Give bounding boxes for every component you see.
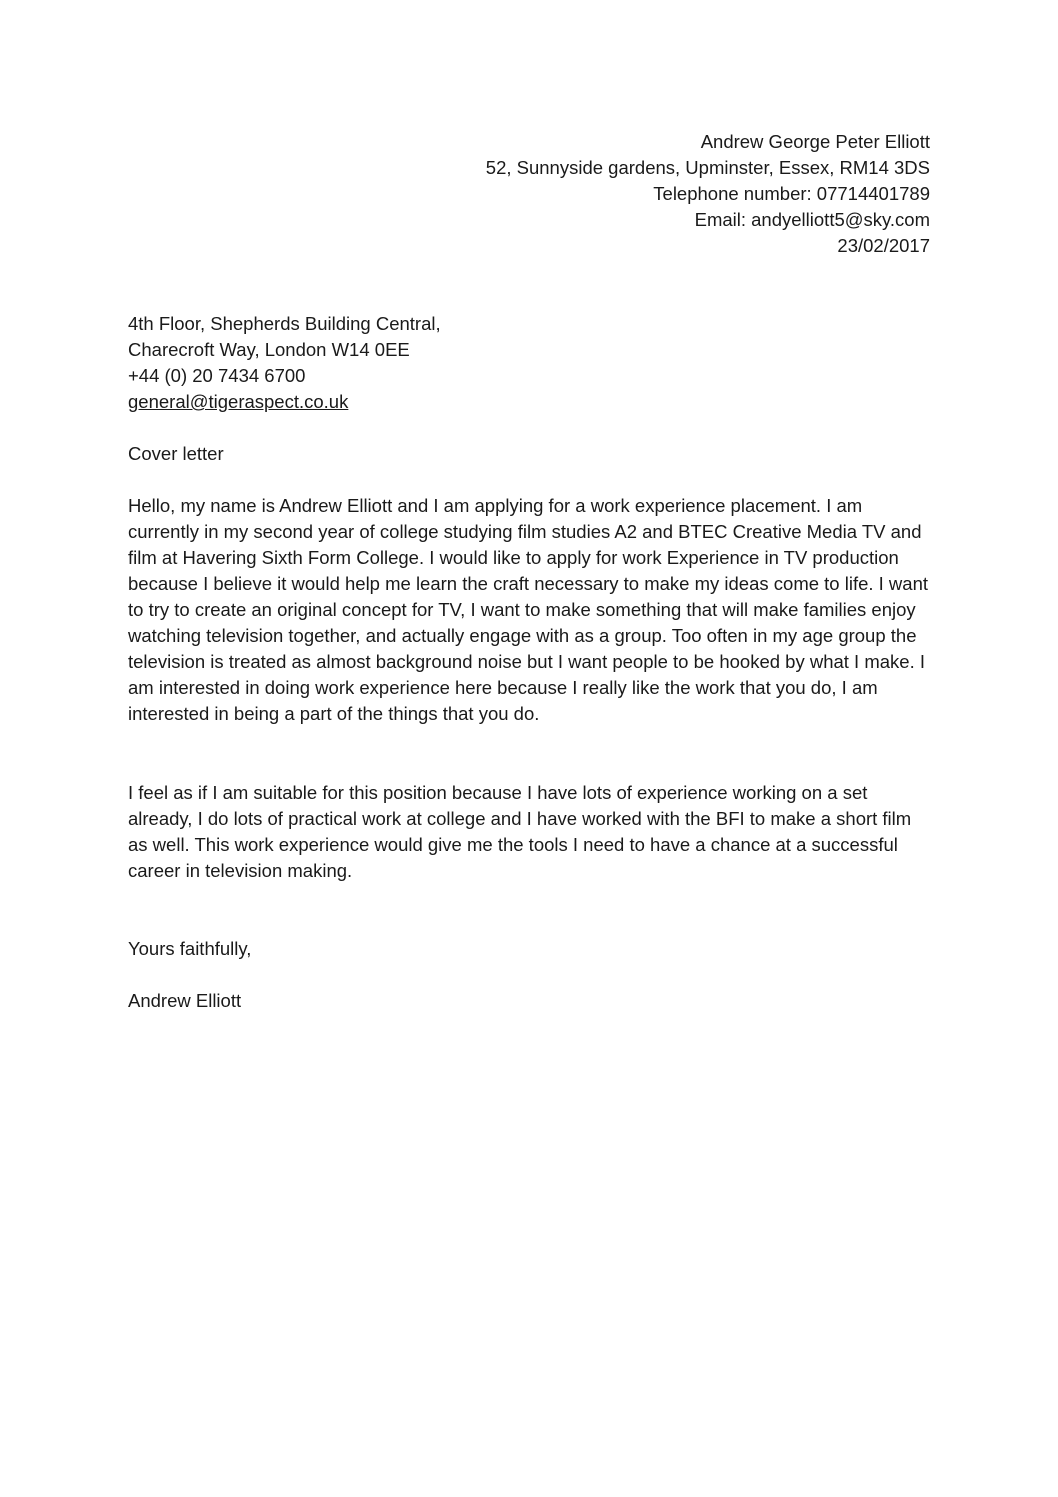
- letter-date: 23/02/2017: [837, 235, 930, 256]
- letter-signature: Andrew Elliott: [128, 990, 242, 1011]
- sender-name: Andrew George Peter Elliott: [700, 131, 930, 152]
- recipient-block: [128, 311, 728, 415]
- sender-email: Email: andyelliott5@sky.com: [694, 209, 930, 230]
- recipient-email-link[interactable]: general@tigeraspect.co.uk: [128, 391, 349, 412]
- body-paragraph-1: Hello, my name is Andrew Elliott and I am applying for a work experience placement. I am currently in my second year of college studying film studies A2 and BTEC Creative Media TV and film at Havering Sixth Form College. I would like to apply for work Experience in TV production because I believe it would help me learn the craft necessary to make my ideas come to life. I want to try to create an original concept for TV, I want to make something that will make families enjoy watching television together, and actually engage with as a group. Too often in my age group the television is treated as almost background noise but I want people to be hooked by what I make. I am interested in doing work experience here because I really like the work that you do, I am interested in being a part of the things that you do.: [128, 495, 929, 724]
- letter-subject: Cover letter: [128, 443, 224, 464]
- sender-telephone: Telephone number: 07714401789: [653, 183, 930, 204]
- sender-address: 52, Sunnyside gardens, Upminster, Essex, RM14 3DS: [485, 157, 930, 178]
- letter-closing: Yours faithfully,: [128, 938, 252, 959]
- recipient-address-line2: Charecroft Way, London W14 0EE: [128, 339, 410, 360]
- sender-block: [310, 129, 930, 259]
- body-paragraph-2: I feel as if I am suitable for this position because I have lots of experience working on a set already, I do lots of practical work at college and I have worked with the BFI to make a short film as well. This work experience would give me the tools I need to have a chance at a successful career in television making.: [128, 782, 912, 881]
- recipient-address-line1: 4th Floor, Shepherds Building Central,: [128, 313, 441, 334]
- recipient-phone: +44 (0) 20 7434 6700: [128, 365, 306, 386]
